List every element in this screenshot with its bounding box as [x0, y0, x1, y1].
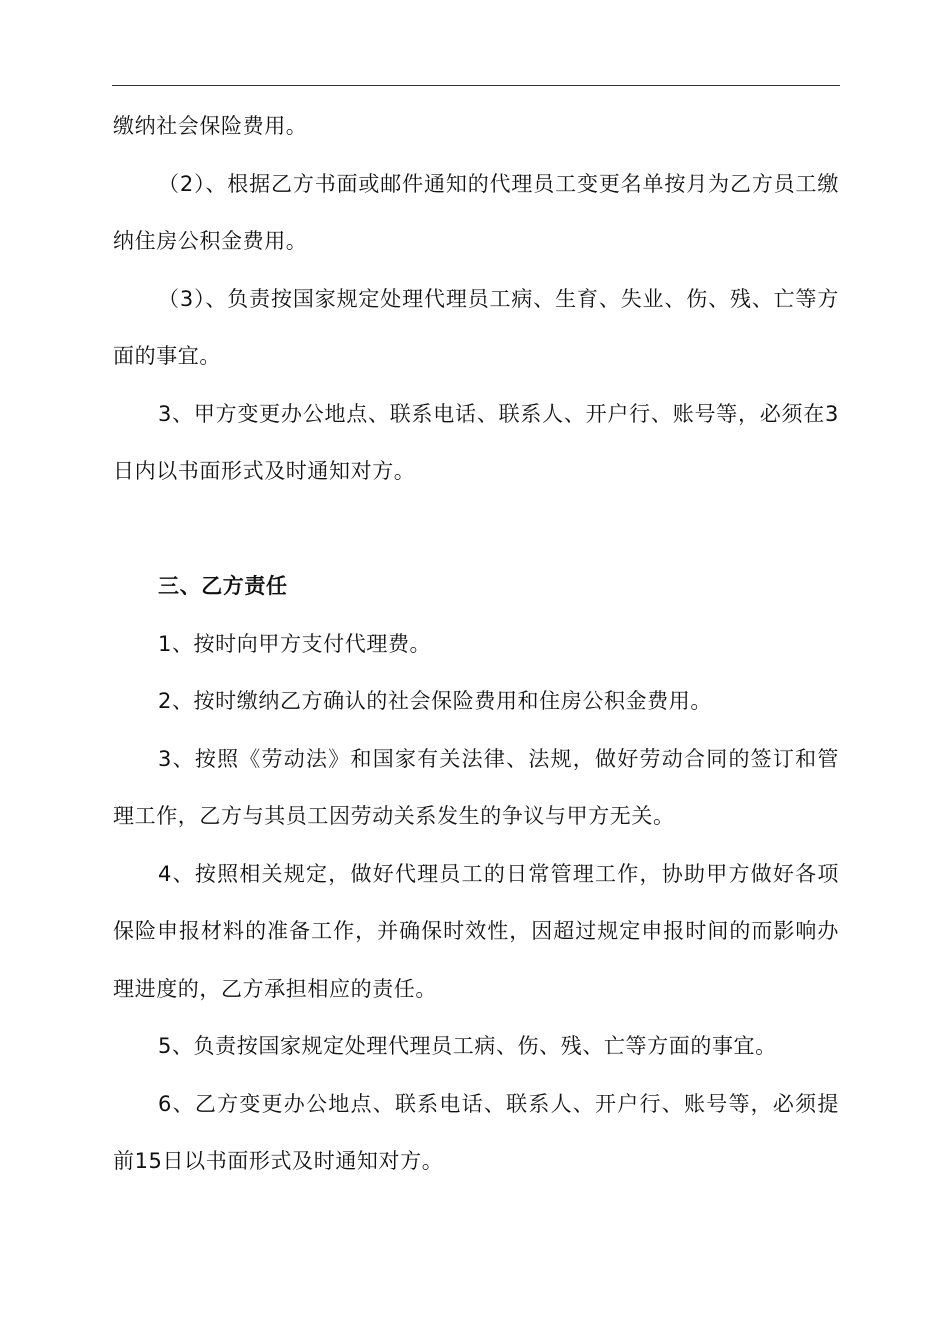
- paragraph-b3-labor-law: 3、按照《劳动法》和国家有关法律、法规，做好劳动合同的签订和管理工作，乙方与其员工因劳动关系发生的争议与甲方无关。: [113, 746, 839, 828]
- paragraph-continuation: 缴纳社会保险费用。: [113, 114, 308, 138]
- section-heading-party-b-duties: 三、乙方责任: [158, 574, 288, 598]
- paragraph-b2-pay-insurance: 2、按时缴纳乙方确认的社会保险费用和住房公积金费用。: [158, 689, 712, 713]
- document-body: [113, 98, 839, 1191]
- paragraph-b4-daily-management: 4、按照相关规定，做好代理员工的日常管理工作，协助甲方做好各项保险申报材料的准备工作，并确保时效性，因超过规定申报时间的而影响办理进度的，乙方承担相应的责任。: [113, 861, 839, 1001]
- paragraph-party-a-change-notice: 3、甲方变更办公地点、联系电话、联系人、开户行、账号等，必须在3日内以书面形式及时通知对方。: [113, 401, 839, 483]
- page-header-rule: [112, 85, 840, 86]
- paragraph-b6-change-notice: 6、乙方变更办公地点、联系电话、联系人、开户行、账号等，必须提前15日以书面形式及时通知对方。: [113, 1091, 839, 1173]
- paragraph-item-2-housing-fund: （2）、根据乙方书面或邮件通知的代理员工变更名单按月为乙方员工缴纳住房公积金费用。: [113, 171, 839, 253]
- blank-line: [113, 501, 839, 559]
- paragraph-b5-handle-matters: 5、负责按国家规定处理代理员工病、伤、残、亡等方面的事宜。: [158, 1034, 777, 1058]
- paragraph-item-3-handle-matters: （3）、负责按国家规定处理代理员工病、生育、失业、伤、残、亡等方面的事宜。: [113, 286, 839, 368]
- paragraph-b1-pay-fee: 1、按时向甲方支付代理费。: [158, 631, 432, 656]
